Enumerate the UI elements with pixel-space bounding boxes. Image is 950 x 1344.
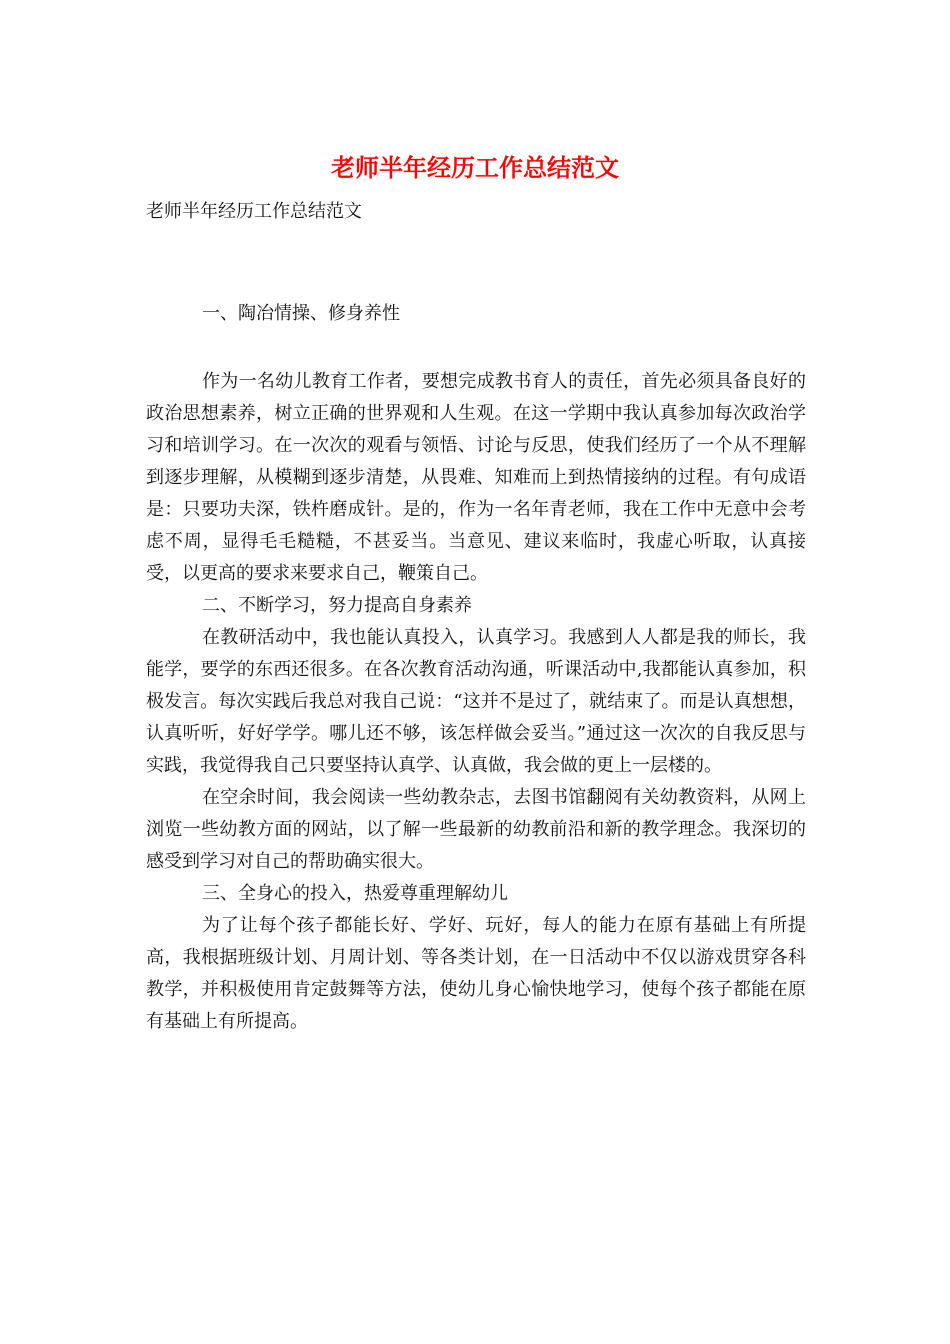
section-heading-3: 三、全身心的投入，热爱尊重理解幼儿: [202, 883, 508, 904]
paragraph-2: 在教研活动中，我也能认真投入，认真学习。我感到人人都是我的师长，我能学，要学的东西还很多。在各次教育活动沟通，听课活动中,我都能认真参加，积极发言。每次实践后我总对我自己说：“这并不是过了，就结束了。而是认真想想，认真听听，好好学学。哪儿还不够，该怎样做会妥当。”通过这一次次的自我反思与实践，我觉得我自己只要坚持认真学、认真做，我会做的更上一层楼的。: [146, 627, 806, 776]
paragraph-3: 在空余时间，我会阅读一些幼教杂志，去图书馆翻阅有关幼教资料，从网上浏览一些幼教方面的网站，以了解一些最新的幼教前沿和新的教学理念。我深切的感受到学习对自己的帮助确实很大。: [146, 787, 806, 872]
document-body: [146, 366, 806, 1038]
document-subtitle: 老师半年经历工作总结范文: [146, 201, 362, 222]
section-heading-1: [146, 298, 806, 330]
section-heading-1-text: 一、陶冶情操、修身养性: [202, 303, 400, 324]
document-title: 老师半年经历工作总结范文: [331, 153, 619, 182]
paragraph-1: 作为一名幼儿教育工作者，要想完成教书育人的责任，首先必须具备良好的政治思想素养，树立正确的世界观和人生观。在这一学期中我认真参加每次政治学习和培训学习。在一次次的观看与领悟、讨论与反思，使我们经历了一个从不理解到逐步理解，从模糊到逐步清楚，从畏难、知难而上到热情接纳的过程。有句成语是：只要功夫深，铁杵磨成针。是的，作为一名年青老师，我在工作中无意中会考虑不周，显得毛毛糙糙，不甚妥当。当意见、建议来临时，我虚心听取，认真接受，以更高的要求来要求自己，鞭策自己。: [146, 371, 806, 584]
paragraph-4: 为了让每个孩子都能长好、学好、玩好，每人的能力在原有基础上有所提高，我根据班级计划、月周计划、等各类计划，在一日活动中不仅以游戏贯穿各科教学，并积极使用肯定鼓舞等方法，使幼儿身心愉快地学习，使每个孩子都能在原有基础上有所提高。: [146, 915, 806, 1032]
section-heading-2: 二、不断学习，努力提高自身素养: [202, 595, 472, 616]
